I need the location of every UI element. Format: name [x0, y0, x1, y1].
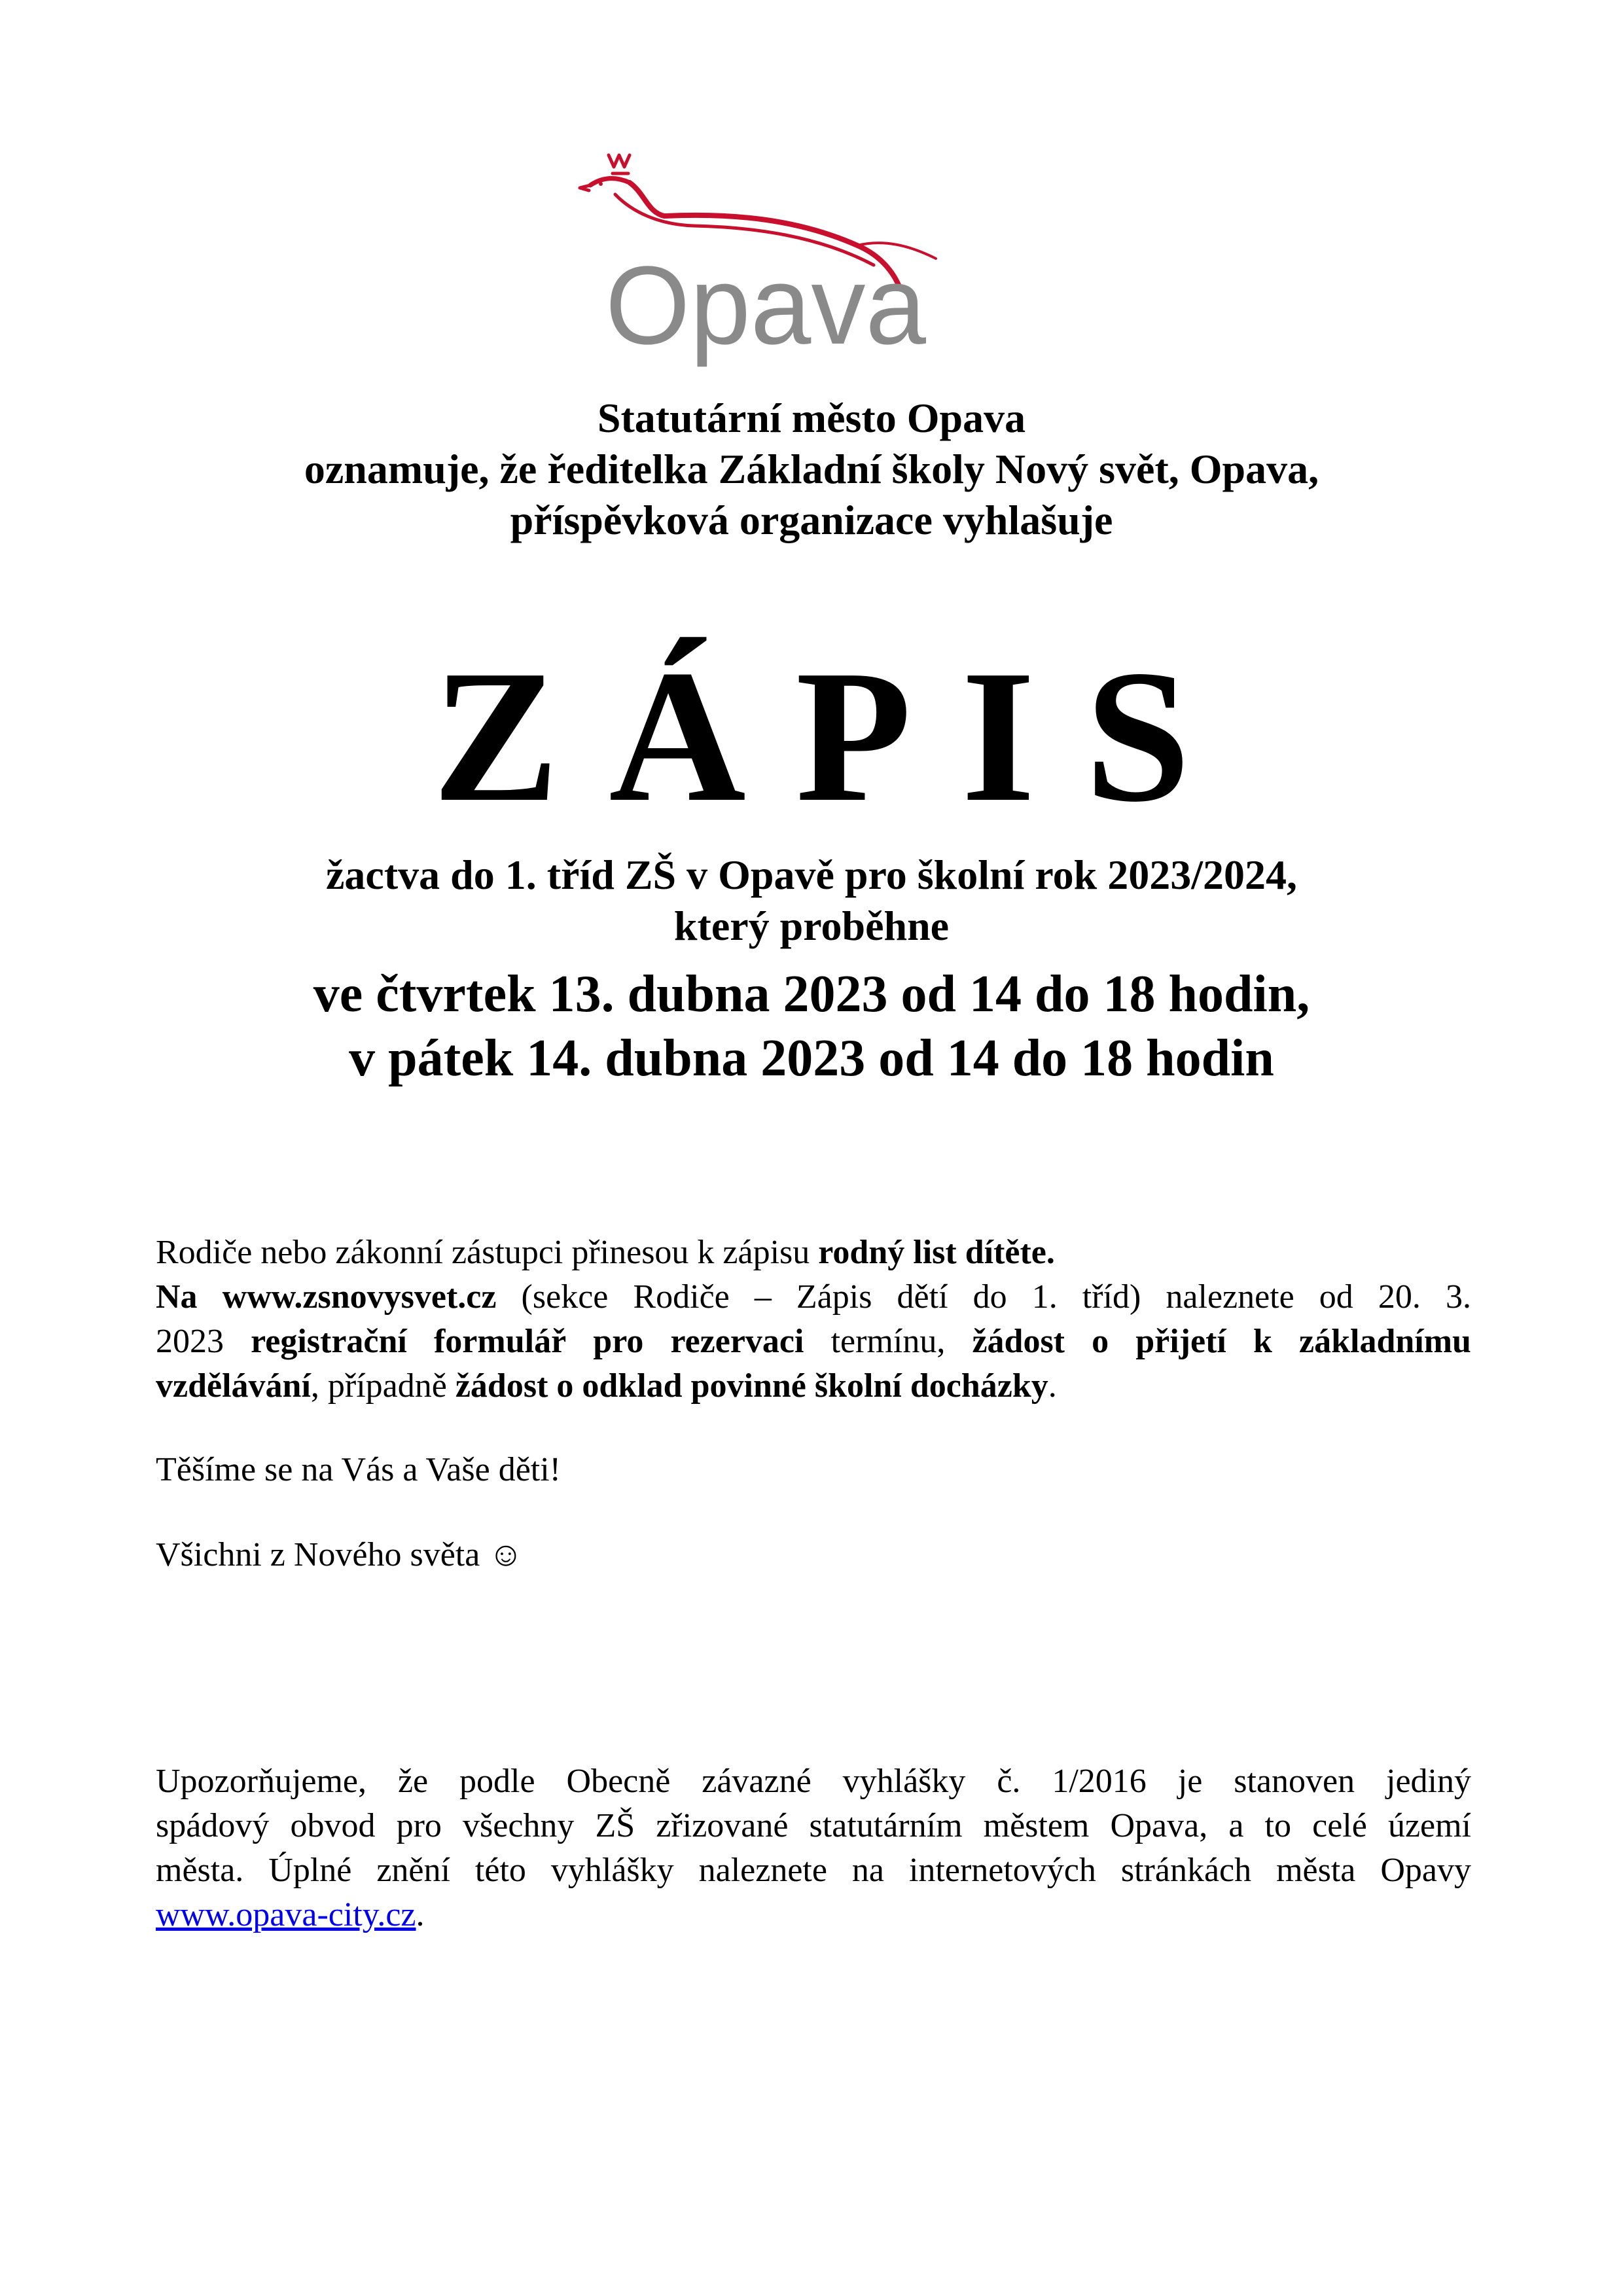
catchment-notice [156, 1759, 1471, 1937]
date-line-2: v pátek 14. dubna 2023 od 14 do 18 hodin [349, 1030, 1274, 1087]
intro-line-3: příspěvková organizace vyhlašuje [510, 497, 1113, 543]
notice-line-4: www.opava-city.cz. [156, 1896, 425, 1933]
notice-line-3: města. Úplné znění této vyhlášky naleznete na internetových stránkách města Opavy [156, 1852, 1471, 1889]
announcement-intro [131, 393, 1492, 546]
signoff-text: Všichni z Nového světa ☺ [156, 1536, 524, 1573]
instructions-line-3: 2023 registrační formulář pro rezervaci termínu, žádost o přijetí k základnímu [156, 1323, 1471, 1360]
intro-line-1: Statutární město Opava [597, 395, 1026, 441]
subtitle-line-1: žactva do 1. tříd ZŠ v Opavě pro školní rok 2023/2024, [326, 852, 1297, 898]
notice-line-1: Upozorňujeme, že podle Obecně závazné vyhlášky č. 1/2016 je stanoven jediný [156, 1763, 1471, 1800]
subtitle-line-2: který proběhne [673, 903, 950, 949]
opava-city-logo [517, 147, 1014, 370]
instructions-line-1: Rodiče nebo zákonní zástupci přinesou k zápisu rodný list dítěte. [156, 1234, 1055, 1271]
instructions-line-4: vzdělávání, případně žádost o odklad povinné školní docházky. [156, 1367, 1057, 1405]
notice-line-2: spádový obvod pro všechny ZŠ zřizované statutárním městem Opava, a to celé území [156, 1807, 1471, 1844]
enrollment-dates [131, 962, 1492, 1090]
page-title: ZÁPIS [432, 631, 1241, 841]
enrollment-subtitle [131, 850, 1492, 952]
opava-city-link[interactable]: www.opava-city.cz [156, 1896, 416, 1933]
instructions-line-2: Na www.zsnovysvet.cz (sekce Rodiče – Zápis dětí do 1. tříd) naleznete od 20. 3. [156, 1278, 1471, 1316]
intro-line-2: oznamuje, že ředitelka Základní školy Nový svět, Opava, [304, 446, 1319, 492]
greeting-text: Těšíme se na Vás a Vaše děti! [156, 1451, 561, 1488]
logo-wordmark: Opava [605, 243, 927, 368]
date-line-1: ve čtvrtek 13. dubna 2023 od 14 do 18 hodin, [313, 965, 1310, 1023]
instructions-paragraph [156, 1230, 1471, 1408]
